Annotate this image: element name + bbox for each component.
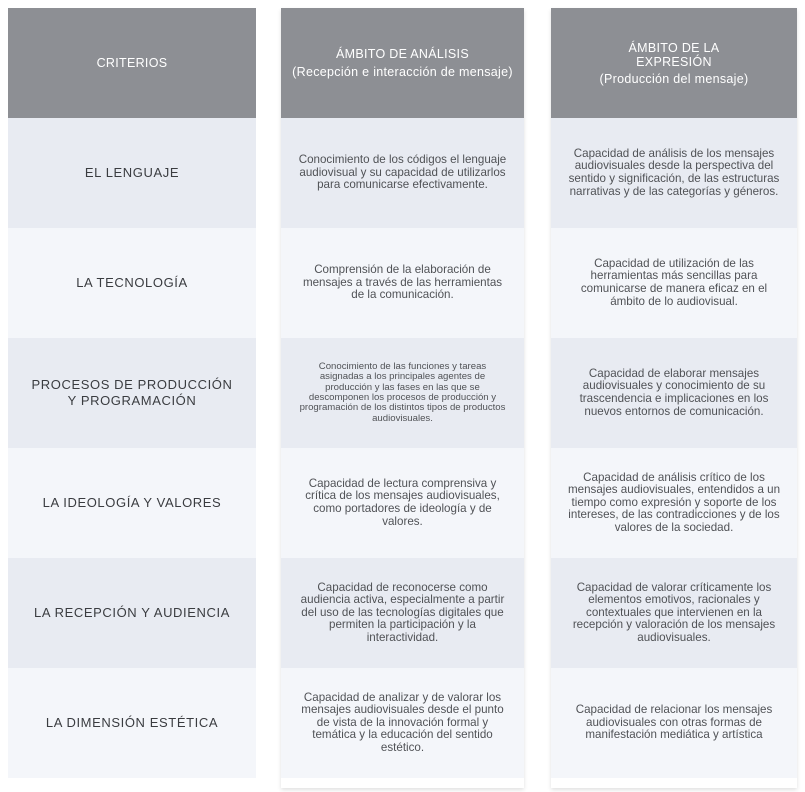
analysis-text: Capacidad de reconocerse como audiencia activa, especialmente a partir del uso de las tecnologías digitales que permiten la participación y la interactividad. — [300, 580, 505, 644]
analysis-cell — [281, 448, 524, 558]
header-expresion-subtitle: (Producción del mensaje) — [599, 71, 749, 86]
header-expresion — [551, 8, 797, 118]
expression-text: Capacidad de relacionar los mensajes audiovisuales con otras formas de manifestación mediática y artística — [575, 703, 773, 742]
header-analisis — [281, 8, 524, 118]
header-analisis-subtitle: (Recepción e interacción de mensaje) — [292, 65, 513, 79]
expression-cell — [551, 558, 797, 668]
criterion-label: LA DIMENSIÓN ESTÉTICA — [45, 715, 219, 730]
expression-text: Capacidad de análisis de los mensajes audiovisuales desde la perspectiva del sentido y significación, de las estructuras narrativas y de las categorías y géneros. — [568, 146, 780, 198]
header-criterios — [8, 8, 256, 118]
criterion-cell — [8, 668, 256, 778]
expression-cell — [551, 118, 797, 228]
criterion-label: LA RECEPCIÓN Y AUDIENCIA — [34, 605, 230, 620]
expression-text: Capacidad de elaborar mensajes audiovisuales y conocimiento de su trascendencia e implicaciones en los nuevos entornos de comunicación. — [579, 366, 769, 418]
criterion-cell — [8, 228, 256, 338]
expression-cell — [551, 668, 797, 778]
expression-cell — [551, 448, 797, 558]
expression-text: Capacidad de valorar críticamente los elementos emotivos, racionales y contextuales que intervienen en la recepción y valoración de los mensajes audiovisuales. — [572, 580, 776, 644]
criterion-cell — [8, 558, 256, 668]
expression-text: Capacidad de análisis crítico de los mensajes audiovisuales, entendidos a un tiempo como expresión y soporte de los intereses, de las contradicciones y de los valores de la sociedad. — [567, 470, 781, 534]
expression-cell — [551, 338, 797, 448]
analysis-cell — [281, 338, 524, 448]
analysis-text: Conocimiento de las funciones y tareas asignadas a los principales agentes de producción y las fases en las que se descomponen los procesos de producción y programación de los distintos tipos de productos audiovisuales. — [299, 360, 506, 424]
expression-cell — [551, 228, 797, 338]
header-analisis-title: ÁMBITO DE ANÁLISIS — [335, 47, 469, 61]
criterion-label: PROCESOS DE PRODUCCIÓN Y PROGRAMACIÓN — [31, 377, 233, 408]
analysis-cell — [281, 668, 524, 778]
analysis-cell — [281, 558, 524, 668]
analysis-text: Capacidad de analizar y de valorar los mensajes audiovisuales desde el punto de vista de la innovación formal y temática y la educación del sentido estético. — [301, 690, 504, 754]
header-criterios-label: CRITERIOS — [96, 56, 168, 70]
criterion-label: LA TECNOLOGÍA — [76, 275, 188, 290]
criteria-column — [8, 8, 256, 788]
criterion-cell — [8, 338, 256, 448]
analysis-text: Comprensión de la elaboración de mensajes a través de las herramientas de la comunicación. — [302, 263, 503, 302]
criterion-label: EL LENGUAJE — [84, 165, 180, 180]
analysis-cell — [281, 118, 524, 228]
criterion-label: LA IDEOLOGÍA Y VALORES — [42, 495, 222, 510]
header-expresion-title: ÁMBITO DE LA EXPRESIÓN — [628, 40, 720, 69]
expression-text: Capacidad de utilización de las herramientas más sencillas para comunicarse de manera eficaz en el ámbito de lo audiovisual. — [580, 256, 768, 308]
criterion-cell — [8, 118, 256, 228]
criterion-cell — [8, 448, 256, 558]
expression-column — [551, 8, 797, 788]
analysis-cell — [281, 228, 524, 338]
analysis-text: Conocimiento de los códigos el lenguaje audiovisual y su capacidad de utilizarlos para comunicarse efectivamente. — [298, 153, 507, 192]
analysis-column — [281, 8, 524, 788]
analysis-text: Capacidad de lectura comprensiva y crítica de los mensajes audiovisuales, como portadores de ideología y de valores. — [305, 476, 500, 528]
